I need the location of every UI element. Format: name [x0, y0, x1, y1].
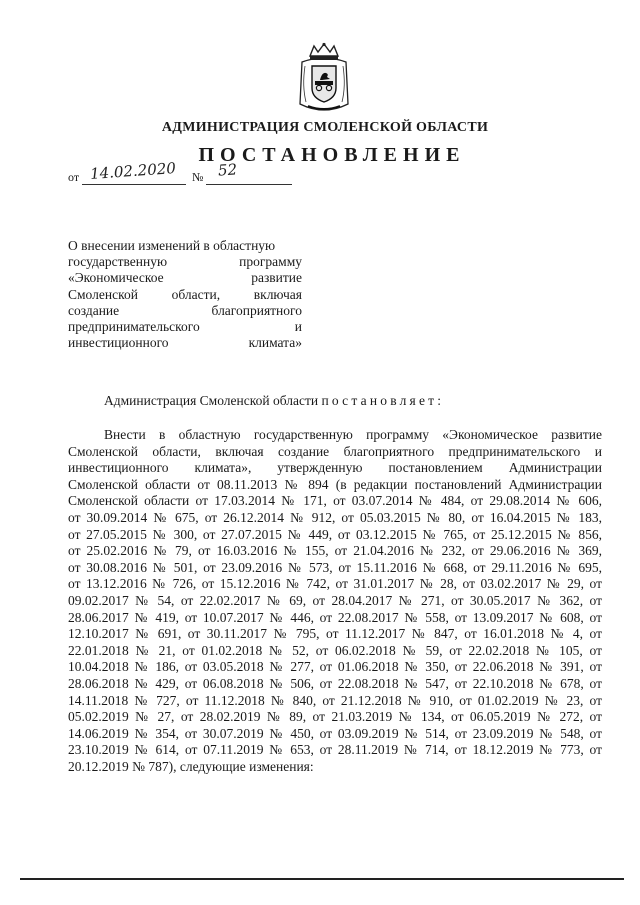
coat-of-arms-icon [296, 42, 352, 116]
preamble [104, 393, 444, 409]
subject-line: предпринимательского и [68, 319, 302, 335]
subject-line: «Экономическое развитие [68, 270, 302, 286]
body-line: 12.10.2017 № 691, от 30.11.2017 № 795, от 11.12.2017 № 847, от 16.01.2018 № 4, от [68, 626, 602, 642]
organization-name: АДМИНИСТРАЦИЯ СМОЛЕНСКОЙ ОБЛАСТИ [161, 120, 489, 135]
number-prefix: № [192, 170, 204, 184]
subject-line: инвестиционного климата» [68, 335, 302, 351]
body-line: Внести в областную государственную программу «Экономическое развитие [104, 427, 602, 442]
preamble-verb: постановляет: [321, 393, 445, 408]
number-handwritten: 52 [217, 160, 238, 180]
body-line: 14.06.2019 № 354, от 30.07.2019 № 450, от 03.09.2019 № 514, от 23.09.2019 № 548, от [68, 725, 602, 741]
body-line: 20.12.2019 № 787), следующие изменения: [68, 758, 314, 774]
body-line: от 30.09.2014 № 675, от 26.12.2014 № 912, от 05.03.2015 № 80, от 16.04.2015 № 183, [68, 509, 602, 525]
body-line: 22.01.2018 № 21, от 01.02.2018 № 52, от 06.02.2018 № 59, от 22.02.2018 № 105, от [68, 642, 602, 658]
subject-line: О внесении изменений в областную [68, 238, 276, 253]
subject-line: Смоленской области, включая [68, 286, 302, 302]
date-prefix: от [68, 170, 80, 184]
body-line: 14.11.2018 № 727, от 11.12.2018 № 840, от 21.12.2018 № 910, от 01.02.2019 № 23, от [68, 692, 602, 708]
body-line: 28.06.2018 № 429, от 06.08.2018 № 506, от 22.08.2018 № 547, от 22.10.2018 № 678, от [68, 675, 602, 691]
body-line: 10.04.2018 № 186, от 03.05.2018 № 277, от 01.06.2018 № 350, от 22.06.2018 № 391, от [68, 659, 602, 675]
body-line: от 30.08.2016 № 501, от 23.09.2016 № 573, от 15.11.2016 № 668, от 29.11.2016 № 695, [68, 559, 602, 575]
document-subject [68, 238, 302, 351]
document-body [68, 427, 602, 775]
document-type-title: ПОСТАНОВЛЕНИЕ [198, 144, 466, 166]
preamble-lead: Администрация Смоленской области [104, 393, 319, 408]
body-line: Смоленской области, включая создание благоприятного предпринимательского и [68, 443, 602, 459]
subject-line: государственную программу [68, 254, 302, 270]
body-line: от 25.02.2016 № 79, от 16.03.2016 № 155, от 21.04.2016 № 232, от 29.06.2016 № 369, [68, 543, 602, 559]
body-line: Смоленской области от 08.11.2013 № 894 (в редакции постановлений Администрации [68, 476, 602, 492]
body-line: 05.02.2019 № 27, от 28.02.2019 № 89, от 21.03.2019 № 134, от 06.05.2019 № 272, от [68, 709, 602, 725]
body-line: 28.06.2017 № 419, от 10.07.2017 № 446, от 22.08.2017 № 558, от 13.09.2017 № 608, от [68, 609, 602, 625]
body-line: 23.10.2019 № 614, от 07.11.2019 № 653, от 28.11.2019 № 714, от 18.12.2019 № 773, от [68, 742, 602, 758]
date-handwritten: 14.02.2020 [89, 159, 177, 183]
body-line: 09.02.2017 № 54, от 22.02.2017 № 69, от 28.04.2017 № 271, от 30.05.2017 № 362, от [68, 592, 602, 608]
date-underline [82, 184, 186, 185]
page-bottom-rule [20, 878, 624, 880]
subject-line: создание благоприятного [68, 302, 302, 318]
number-underline [206, 184, 292, 185]
body-line: инвестиционного климата», утвержденную постановлением Администрации [68, 460, 602, 476]
body-line: Смоленской области от 17.03.2014 № 171, от 03.07.2014 № 484, от 29.08.2014 № 606, [68, 493, 602, 509]
body-line: от 27.05.2015 № 300, от 27.07.2015 № 449, от 03.12.2015 № 765, от 25.12.2015 № 856, [68, 526, 602, 542]
body-line: от 13.12.2016 № 726, от 15.12.2016 № 742, от 31.01.2017 № 28, от 03.02.2017 № 29, от [68, 576, 602, 592]
